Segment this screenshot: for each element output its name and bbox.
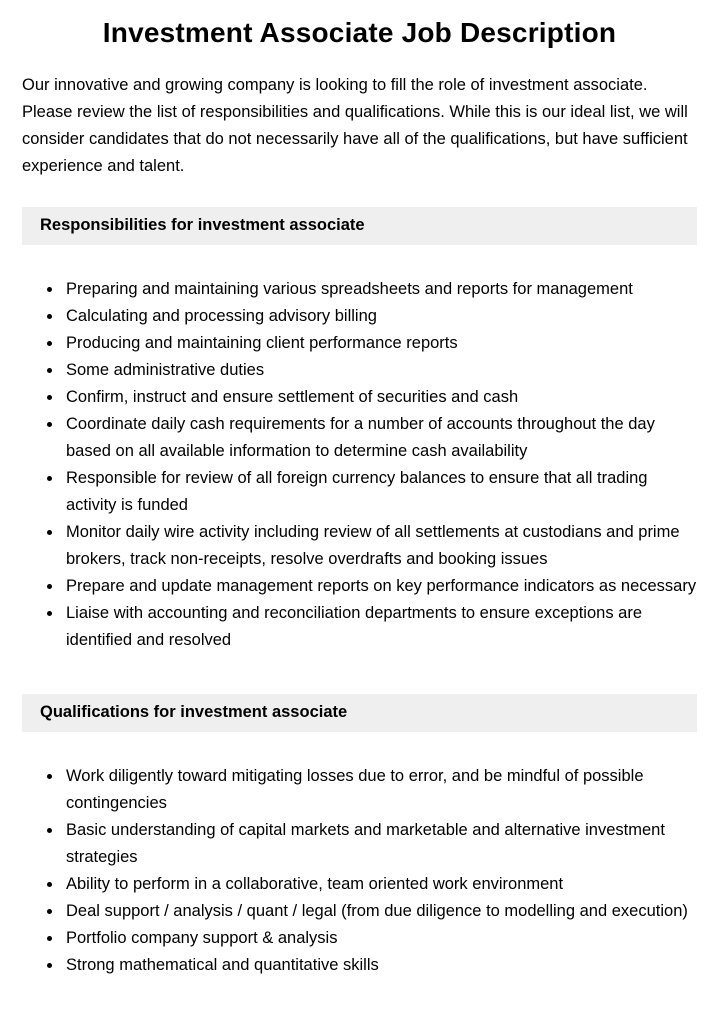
list-item: • Responsible for review of all foreign currency balances to ensure that all trading activity is funded bbox=[63, 465, 697, 519]
page-title: Investment Associate Job Description bbox=[102, 17, 617, 48]
list-item: • Deal support / analysis / quant / legal (from due diligence to modelling and execution) bbox=[63, 898, 697, 925]
qualifications-list bbox=[22, 763, 697, 979]
section-heading: Responsibilities for investment associate bbox=[40, 215, 365, 234]
list-item: • Liaise with accounting and reconciliation departments to ensure exceptions are identified and resolved bbox=[63, 600, 697, 654]
list-item: • Work diligently toward mitigating losses due to error, and be mindful of possible contingencies bbox=[63, 763, 697, 817]
list-item: • Confirm, instruct and ensure settlement of securities and cash bbox=[63, 384, 697, 411]
list-item: • Preparing and maintaining various spreadsheets and reports for management bbox=[63, 276, 697, 303]
section-header-responsibilities bbox=[22, 207, 697, 245]
list-item: • Portfolio company support & analysis bbox=[63, 925, 697, 952]
list-item: • Some administrative duties bbox=[63, 357, 697, 384]
list-item: • Prepare and update management reports on key performance indicators as necessary bbox=[63, 573, 697, 600]
list-item: • Strong mathematical and quantitative skills bbox=[63, 952, 697, 979]
intro-paragraph: Our innovative and growing company is looking to fill the role of investment associate. Please review the list of responsibilities and qualifications. While this is our ideal list, we will consider candidates that do not necessarily have all of the qualifications, but have sufficient experience and talent. bbox=[22, 75, 688, 175]
responsibilities-list bbox=[22, 276, 697, 654]
section-header-qualifications bbox=[22, 694, 697, 732]
list-item: • Monitor daily wire activity including review of all settlements at custodians and prime brokers, track non-receipts, resolve overdrafts and booking issues bbox=[63, 519, 697, 573]
section-heading: Qualifications for investment associate bbox=[40, 702, 348, 721]
list-item: • Ability to perform in a collaborative, team oriented work environment bbox=[63, 871, 697, 898]
list-item: • Coordinate daily cash requirements for a number of accounts throughout the day based on all available information to determine cash availability bbox=[63, 411, 697, 465]
list-item: • Producing and maintaining client performance reports bbox=[63, 330, 697, 357]
list-item: • Basic understanding of capital markets and marketable and alternative investment strategies bbox=[63, 817, 697, 871]
list-item: • Calculating and processing advisory billing bbox=[63, 303, 697, 330]
